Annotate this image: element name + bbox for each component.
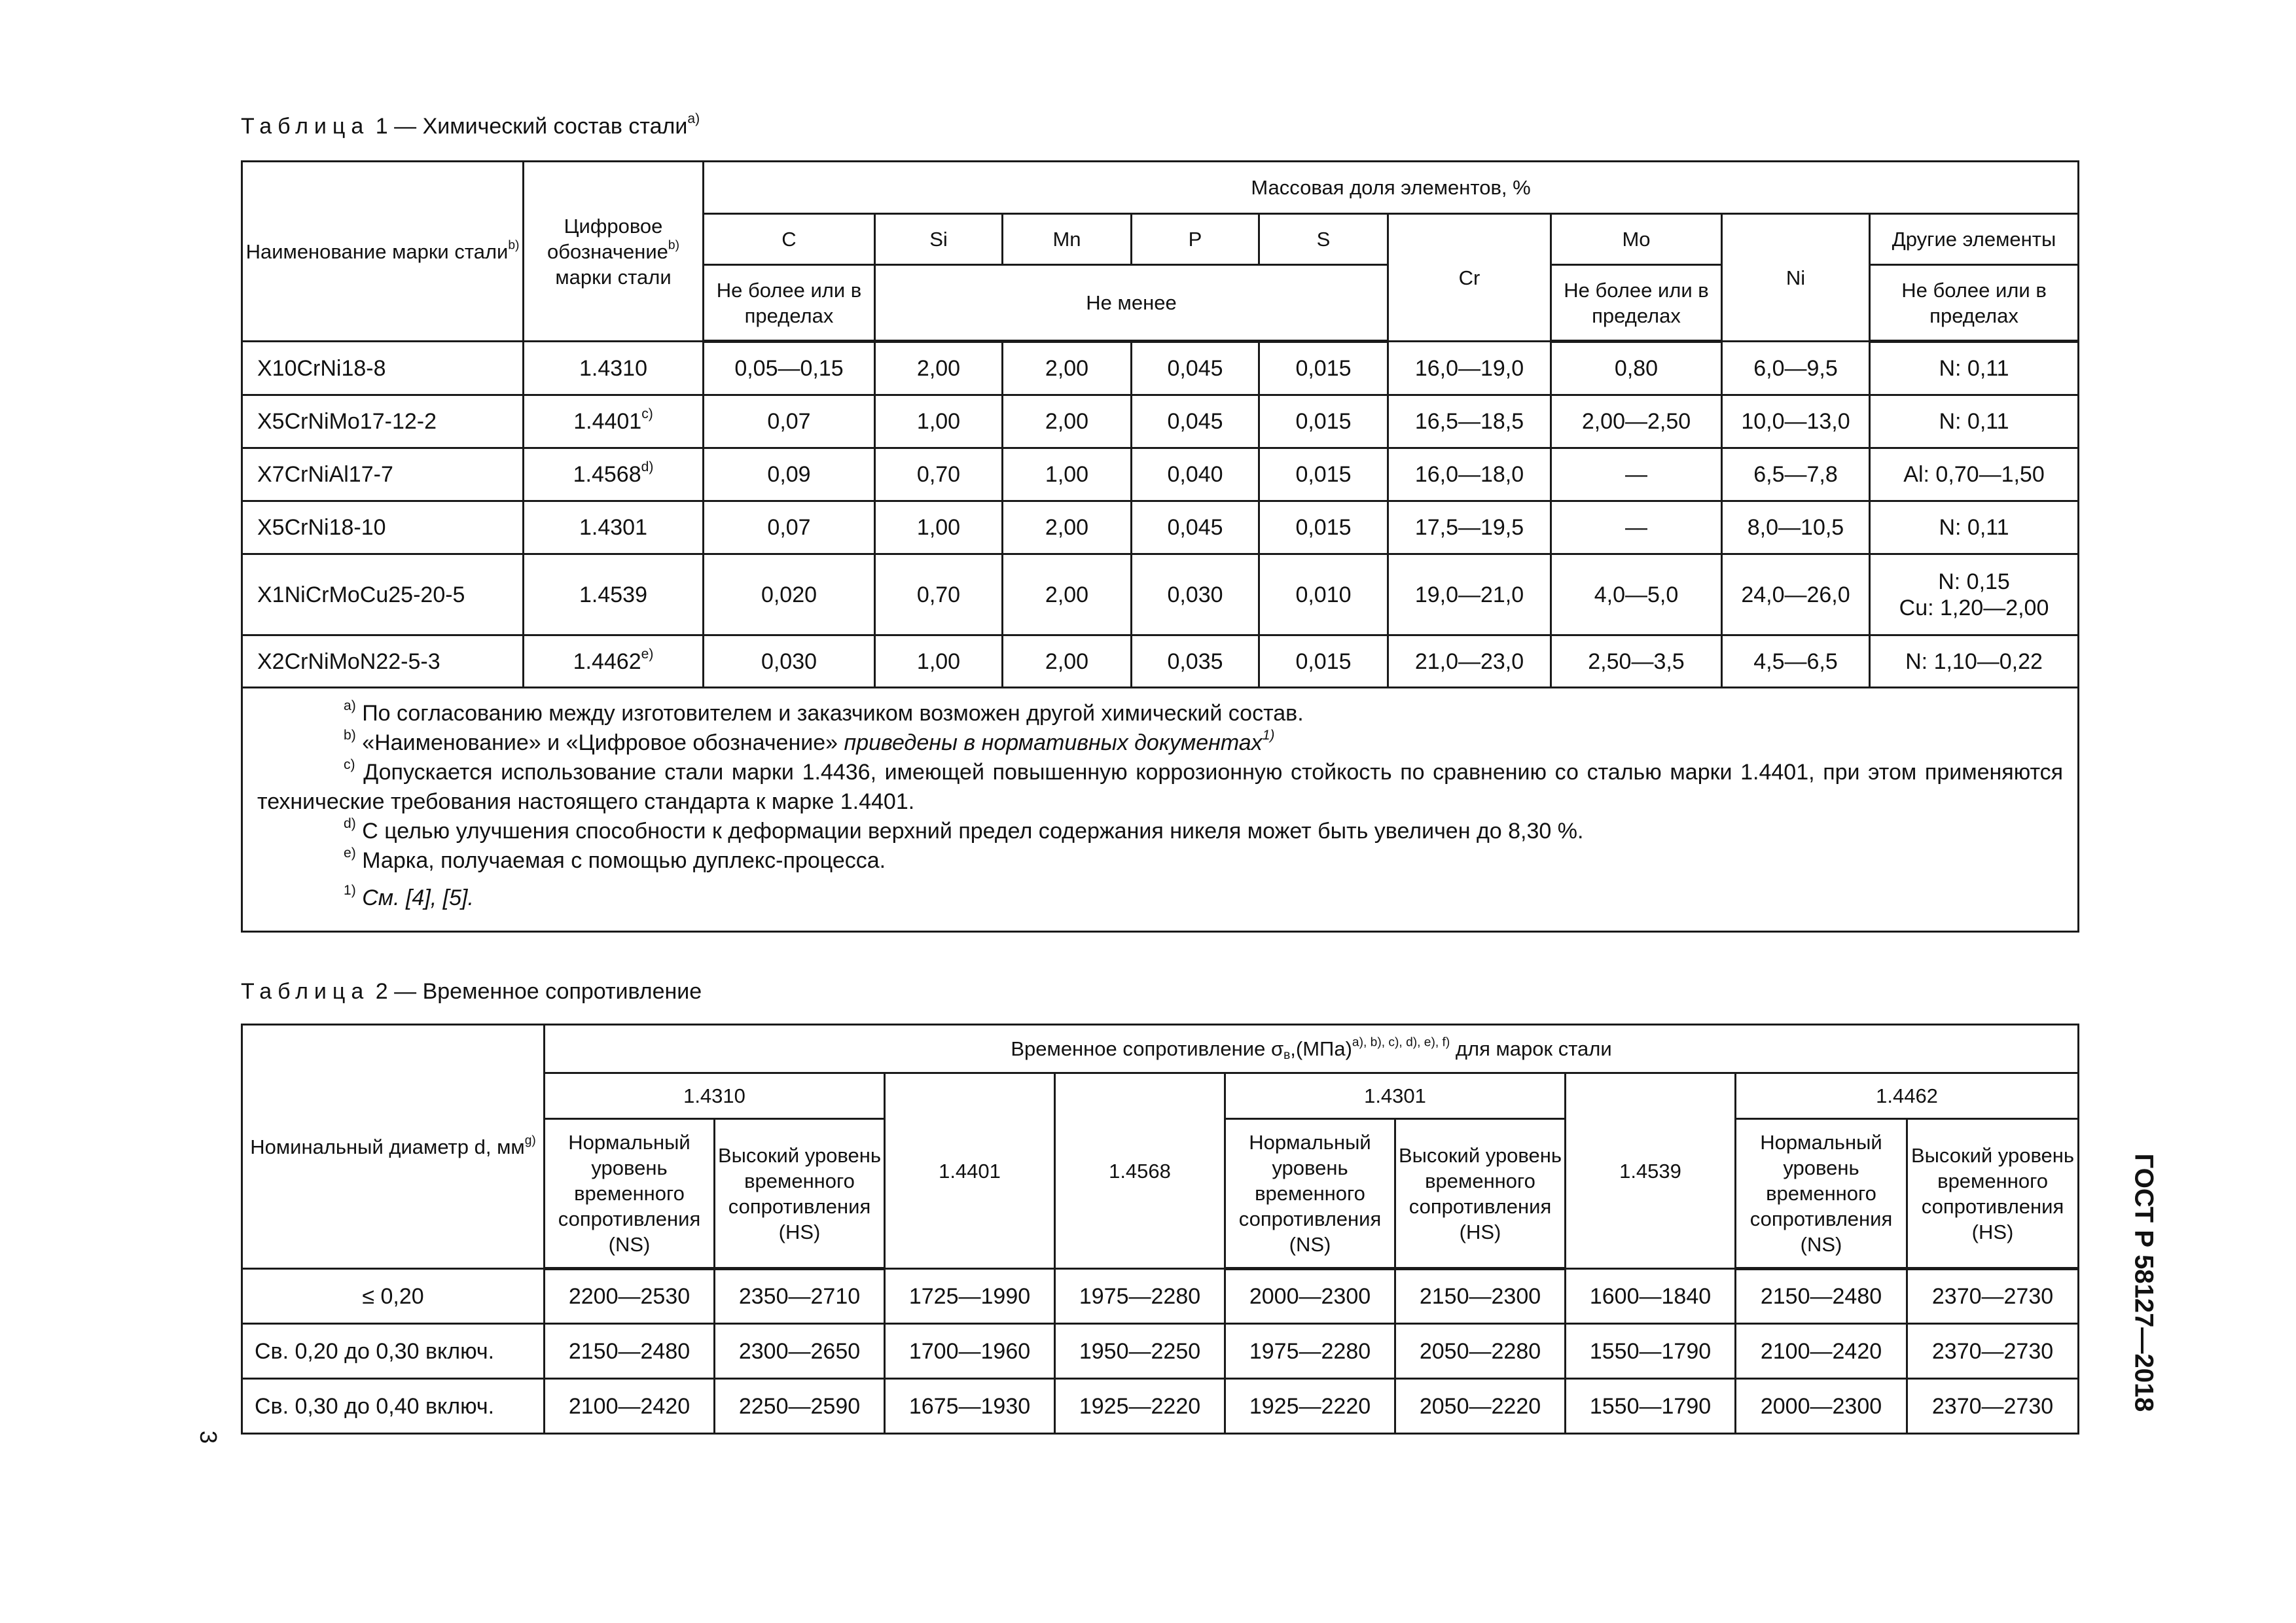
- table2-caption: [241, 978, 702, 1005]
- header-element-p: P: [1132, 214, 1259, 265]
- diameter-cell: Св. 0,20 до 0,30 включ.: [242, 1324, 545, 1379]
- p-cell: 0,045: [1132, 342, 1259, 395]
- table1-caption-footnote-ref: a): [687, 111, 700, 127]
- mn-cell: 1,00: [1003, 448, 1132, 501]
- header-mass-fraction: Массовая доля элементов, %: [704, 162, 2079, 214]
- strength-cell: 1550—1790: [1566, 1379, 1736, 1434]
- header-element-s: S: [1259, 214, 1388, 265]
- cr-cell: 17,5—19,5: [1388, 501, 1551, 554]
- table-row: [242, 1324, 2079, 1379]
- si-cell: 1,00: [875, 395, 1003, 448]
- footnote-1: $^{1)}$ См. [4], [5].: [344, 883, 474, 910]
- strength-cell: 1700—1960: [885, 1324, 1055, 1379]
- mo-cell: —: [1551, 448, 1722, 501]
- table1-caption: [241, 113, 700, 139]
- table1-caption-word: Таблица: [241, 114, 370, 139]
- header-element-ni: Ni: [1722, 214, 1870, 342]
- header-grade-1-4301: 1.4301: [1225, 1073, 1566, 1119]
- other-cell: N: 1,10—0,22: [1870, 635, 2079, 688]
- cr-cell: 19,0—21,0: [1388, 554, 1551, 635]
- header-grade-1-4539: 1.4539: [1566, 1073, 1736, 1269]
- strength-cell: 2370—2730: [1907, 1379, 2079, 1434]
- steel-name-cell: X10CrNi18-8: [242, 342, 524, 395]
- standard-code: ГОСТ Р 58127—2018: [2129, 1153, 2159, 1412]
- diameter-cell: Св. 0,30 до 0,40 включ.: [242, 1379, 545, 1434]
- mn-cell: 2,00: [1003, 395, 1132, 448]
- header-other-limit: Не более или в пределах: [1870, 265, 2079, 342]
- other-cell: N: 0,11: [1870, 395, 2079, 448]
- other-cell: N: 0,15 Cu: 1,20—2,00: [1870, 554, 2079, 635]
- steel-code-cell: 1.4539: [524, 554, 704, 635]
- strength-cell: 1725—1990: [885, 1269, 1055, 1324]
- strength-cell: 2050—2280: [1395, 1324, 1566, 1379]
- strength-cell: 2200—2530: [545, 1269, 715, 1324]
- p-cell: 0,030: [1132, 554, 1259, 635]
- ni-cell: 10,0—13,0: [1722, 395, 1870, 448]
- table-row: [242, 554, 2079, 635]
- footnote-a: $^{a)}$ По согласованию между изготовителем и заказчиком возможен другой химический состав.: [344, 698, 1304, 726]
- table-row: [242, 501, 2079, 554]
- mo-cell: 2,50—3,5: [1551, 635, 1722, 688]
- s-cell: 0,010: [1259, 554, 1388, 635]
- strength-cell: 2150—2300: [1395, 1269, 1566, 1324]
- s-cell: 0,015: [1259, 448, 1388, 501]
- table-row: [242, 1269, 2079, 1324]
- table-row: [242, 448, 2079, 501]
- strength-cell: 2000—2300: [1736, 1379, 1907, 1434]
- c-cell: 0,07: [704, 395, 875, 448]
- strength-cell: 2000—2300: [1225, 1269, 1395, 1324]
- header-grade-1-4401: 1.4401: [885, 1073, 1055, 1269]
- p-cell: 0,035: [1132, 635, 1259, 688]
- steel-code-cell: 1.4310: [524, 342, 704, 395]
- ni-cell: 24,0—26,0: [1722, 554, 1870, 635]
- steel-name-cell: X2CrNiMoN22-5-3: [242, 635, 524, 688]
- header-element-si: Si: [875, 214, 1003, 265]
- strength-cell: 1975—2280: [1225, 1324, 1395, 1379]
- header-element-mn: Mn: [1003, 214, 1132, 265]
- table1-caption-text: 1 — Химический состав стали: [375, 114, 688, 139]
- table-row: [242, 635, 2079, 688]
- table2-caption-text: 2 — Временное сопротивление: [375, 979, 702, 1004]
- s-cell: 0,015: [1259, 635, 1388, 688]
- ni-cell: 6,5—7,8: [1722, 448, 1870, 501]
- si-cell: 2,00: [875, 342, 1003, 395]
- c-cell: 0,020: [704, 554, 875, 635]
- c-cell: 0,030: [704, 635, 875, 688]
- steel-code-cell: 1.4462$^{e)}$: [524, 635, 704, 688]
- steel-name-cell: X5CrNiMo17-12-2: [242, 395, 524, 448]
- table-row: [242, 395, 2079, 448]
- strength-cell: 1925—2220: [1225, 1379, 1395, 1434]
- header-not-less: Не менее: [875, 265, 1388, 342]
- p-cell: 0,045: [1132, 395, 1259, 448]
- mo-cell: —: [1551, 501, 1722, 554]
- strength-cell: 2370—2730: [1907, 1324, 2079, 1379]
- cr-cell: 16,5—18,5: [1388, 395, 1551, 448]
- header-element-mo: Mo: [1551, 214, 1722, 265]
- header-high-level: Высокий уровень временного сопротивления (HS): [1395, 1119, 1566, 1269]
- cr-cell: 21,0—23,0: [1388, 635, 1551, 688]
- steel-code-cell: 1.4401$^{c)}$: [524, 395, 704, 448]
- footnote-d: $^{d)}$ С целью улучшения способности к деформации верхний предел содержания никеля может быть увеличен до 8,30 %.: [344, 816, 1584, 844]
- strength-cell: 2350—2710: [715, 1269, 885, 1324]
- mn-cell: 2,00: [1003, 342, 1132, 395]
- si-cell: 0,70: [875, 554, 1003, 635]
- table1-notes-row: [242, 688, 2079, 932]
- header-grade-1-4462: 1.4462: [1736, 1073, 2079, 1119]
- header-normal-level: Нормальный уровень временного сопротивления (NS): [1736, 1119, 1907, 1269]
- ni-cell: 4,5—6,5: [1722, 635, 1870, 688]
- cr-cell: 16,0—19,0: [1388, 342, 1551, 395]
- strength-cell: 2300—2650: [715, 1324, 885, 1379]
- table-row: [242, 342, 2079, 395]
- header-grade-1-4568: 1.4568: [1055, 1073, 1225, 1269]
- strength-cell: 2050—2220: [1395, 1379, 1566, 1434]
- header-normal-level: Нормальный уровень временного сопротивления (NS): [545, 1119, 715, 1269]
- strength-cell: 1950—2250: [1055, 1324, 1225, 1379]
- header-mo-limit: Не более или в пределах: [1551, 265, 1722, 342]
- footnote-c: $^{c)}$ Допускается использование стали марки 1.4436, имеющей повышенную коррозионную стойкость по сравнению со сталью марки 1.4401, при этом применяются технические требования настоящего стандарта к марке 1.4401.: [257, 757, 2064, 814]
- si-cell: 0,70: [875, 448, 1003, 501]
- si-cell: 1,00: [875, 501, 1003, 554]
- mn-cell: 2,00: [1003, 635, 1132, 688]
- header-grade-1-4310: 1.4310: [545, 1073, 885, 1119]
- s-cell: 0,015: [1259, 342, 1388, 395]
- diameter-cell: ≤ 0,20: [242, 1269, 545, 1324]
- header-high-level: Высокий уровень временного сопротивления (HS): [1907, 1119, 2079, 1269]
- footnote-b: $^{b)}$ «Наименование» и «Цифровое обозначение» приведены в нормативных документах$^{1)}$: [344, 728, 1275, 755]
- ni-cell: 8,0—10,5: [1722, 501, 1870, 554]
- header-high-level: Высокий уровень временного сопротивления (HS): [715, 1119, 885, 1269]
- header-steel-name: Наименование марки стали$^{b)}$: [242, 162, 524, 342]
- strength-cell: 2150—2480: [1736, 1269, 1907, 1324]
- steel-name-cell: X1NiCrMoCu25-20-5: [242, 554, 524, 635]
- p-cell: 0,045: [1132, 501, 1259, 554]
- cr-cell: 16,0—18,0: [1388, 448, 1551, 501]
- tensile-strength-table: [241, 1024, 2079, 1435]
- strength-cell: 1600—1840: [1566, 1269, 1736, 1324]
- other-cell: Al: 0,70—1,50: [1870, 448, 2079, 501]
- strength-cell: 2250—2590: [715, 1379, 885, 1434]
- header-element-cr: Cr: [1388, 214, 1551, 342]
- mn-cell: 2,00: [1003, 501, 1132, 554]
- s-cell: 0,015: [1259, 395, 1388, 448]
- strength-cell: 2150—2480: [545, 1324, 715, 1379]
- header-steel-code: Цифровое обозначение$^{b)}$ марки стали: [524, 162, 704, 342]
- p-cell: 0,040: [1132, 448, 1259, 501]
- chemical-composition-table: [241, 160, 2079, 933]
- header-c-limit: Не более или в пределах: [704, 265, 875, 342]
- c-cell: 0,05—0,15: [704, 342, 875, 395]
- steel-code-cell: 1.4568$^{d)}$: [524, 448, 704, 501]
- strength-cell: 2370—2730: [1907, 1269, 2079, 1324]
- mo-cell: 4,0—5,0: [1551, 554, 1722, 635]
- s-cell: 0,015: [1259, 501, 1388, 554]
- ni-cell: 6,0—9,5: [1722, 342, 1870, 395]
- header-tensile-strength: Временное сопротивление $\sigma_в,(МПа)^{a), b), c), d), e), f)}$ для марок стали: [545, 1025, 2079, 1073]
- strength-cell: 1925—2220: [1055, 1379, 1225, 1434]
- header-other-elements: Другие элементы: [1870, 214, 2079, 265]
- other-cell: N: 0,11: [1870, 501, 2079, 554]
- table-row: [242, 1379, 2079, 1434]
- header-nominal-diameter: Номинальный диаметр d, $мм^{g)}$: [242, 1025, 545, 1269]
- page-number: 3: [195, 1430, 222, 1444]
- si-cell: 1,00: [875, 635, 1003, 688]
- strength-cell: 1975—2280: [1055, 1269, 1225, 1324]
- mo-cell: 2,00—2,50: [1551, 395, 1722, 448]
- strength-cell: 1550—1790: [1566, 1324, 1736, 1379]
- footnote-e: $^{e)}$ Марка, получаемая с помощью дуплекс-процесса.: [344, 846, 886, 873]
- header-element-c: C: [704, 214, 875, 265]
- mn-cell: 2,00: [1003, 554, 1132, 635]
- steel-code-cell: 1.4301: [524, 501, 704, 554]
- strength-cell: 2100—2420: [1736, 1324, 1907, 1379]
- header-normal-level: Нормальный уровень временного сопротивления (NS): [1225, 1119, 1395, 1269]
- other-cell: N: 0,11: [1870, 342, 2079, 395]
- table2-caption-word: Таблица: [241, 979, 370, 1004]
- strength-cell: 2100—2420: [545, 1379, 715, 1434]
- table1-footnotes: [242, 688, 2079, 932]
- c-cell: 0,07: [704, 501, 875, 554]
- mo-cell: 0,80: [1551, 342, 1722, 395]
- strength-cell: 1675—1930: [885, 1379, 1055, 1434]
- c-cell: 0,09: [704, 448, 875, 501]
- steel-name-cell: X7CrNiAl17-7: [242, 448, 524, 501]
- steel-name-cell: X5CrNi18-10: [242, 501, 524, 554]
